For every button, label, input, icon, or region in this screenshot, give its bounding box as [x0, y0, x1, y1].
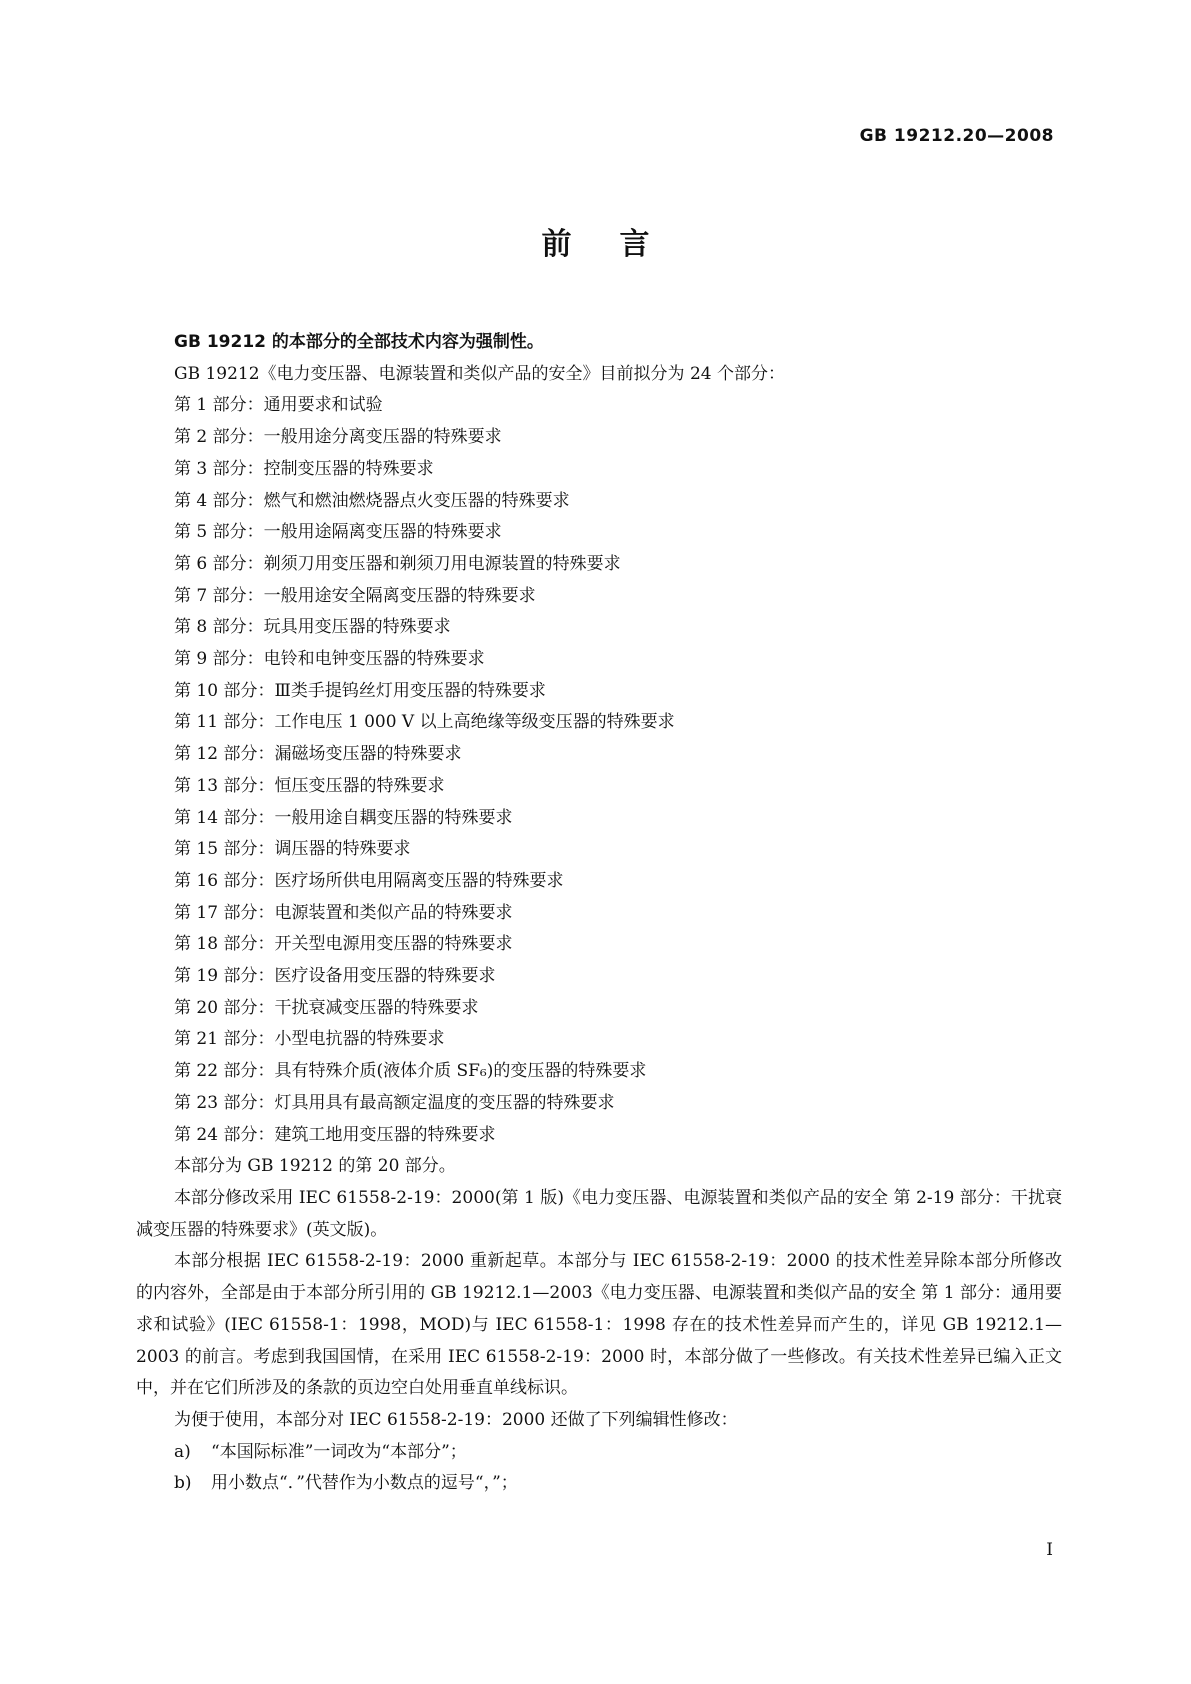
part-item: 第 23 部分：灯具用具有最高额定温度的变压器的特殊要求 [174, 1092, 615, 1113]
part-item: 第 19 部分：医疗设备用变压器的特殊要求 [174, 966, 496, 987]
part-item: 第 24 部分：建筑工地用变压器的特殊要求 [174, 1124, 496, 1145]
editorial-change-text: 用小数点“．”代替作为小数点的逗号“，”； [211, 1473, 518, 1494]
part-item: 第 15 部分：调压器的特殊要求 [174, 839, 411, 860]
list-marker: a) [174, 1441, 191, 1462]
part-item: 第 7 部分：一般用途安全隔离变压器的特殊要求 [174, 585, 536, 606]
part-item: 第 2 部分：一般用途分离变压器的特殊要求 [174, 427, 502, 448]
page-title: 前言 [541, 227, 698, 262]
part-item: 第 20 部分：干扰衰减变压器的特殊要求 [174, 997, 479, 1018]
part-item: 第 18 部分：开关型电源用变压器的特殊要求 [174, 934, 513, 955]
part-item: 第 8 部分：玩具用变压器的特殊要求 [174, 617, 451, 638]
part-item: 第 6 部分：剃须刀用变压器和剃须刀用电源装置的特殊要求 [174, 553, 621, 574]
part-item: 第 21 部分：小型电抗器的特殊要求 [174, 1029, 445, 1050]
editorial-intro: 为便于使用，本部分对 IEC 61558-2-19：2000 还做了下列编辑性修改： [174, 1409, 738, 1430]
part-item: 第 1 部分：通用要求和试验 [174, 395, 383, 416]
part-item: 第 11 部分：工作电压 1 000 V 以上高绝缘等级变压器的特殊要求 [174, 712, 675, 733]
editorial-change-text: “本国际标准”一词改为“本部分”； [211, 1441, 467, 1462]
foreword-body [136, 327, 1062, 1500]
part-item: 第 13 部分：恒压变压器的特殊要求 [174, 775, 445, 796]
editorial-change-item [136, 1437, 1062, 1469]
page-number: I [1046, 1540, 1053, 1560]
part-item: 第 14 部分：一般用途自耦变压器的特殊要求 [174, 807, 513, 828]
part-item: 第 16 部分：医疗场所供电用隔离变压器的特殊要求 [174, 870, 564, 891]
mandatory-statement: GB 19212 的本部分的全部技术内容为强制性。 [174, 332, 544, 352]
part-item: 第 9 部分：电铃和电钟变压器的特殊要求 [174, 649, 485, 670]
part-item: 第 4 部分：燃气和燃油燃烧器点火变压器的特殊要求 [174, 490, 570, 511]
editorial-changes-list [136, 1437, 1062, 1500]
part-item: 第 5 部分：一般用途隔离变压器的特殊要求 [174, 522, 502, 543]
part-item: 第 17 部分：电源装置和类似产品的特殊要求 [174, 902, 513, 923]
parts-list [136, 390, 1062, 1151]
part-item: 第 12 部分：漏磁场变压器的特殊要求 [174, 744, 462, 765]
list-marker: b) [174, 1473, 192, 1494]
technical-differences: 本部分根据 IEC 61558-2-19：2000 重新起草。本部分与 IEC 61558-2-19：2000 的技术性差异除本部分所修改的内容外，全部是由于本部分所引用的 GB 19212.1—2003《电力变压器、电源装置和类似产品的安全 第 1 部分：通用要求和试验》(IEC 61558-1：1998，MOD)与 IEC 61558-1：1998 存在的技术性差异而产生的，详见 GB 19212.1—2003 的前言。考虑到我国国情，在采用 IEC 61558-2-19：2000 时，本部分做了一些修改。有关技术性差异已编入正文中，并在它们所涉及的条款的页边空白处用垂直单线标识。 [136, 1251, 1062, 1399]
part-item: 第 3 部分：控制变压器的特殊要求 [174, 458, 434, 479]
part-item: 第 10 部分：Ⅲ类手提钨丝灯用变压器的特殊要求 [174, 680, 546, 701]
part-number-statement: 本部分为 GB 19212 的第 20 部分。 [174, 1156, 456, 1177]
adoption-statement: 本部分修改采用 IEC 61558-2-19：2000(第 1 版)《电力变压器、电源装置和类似产品的安全 第 2-19 部分：干扰衰减变压器的特殊要求》(英文版)。 [136, 1187, 1062, 1240]
standard-number: GB 19212.20—2008 [859, 126, 1054, 146]
editorial-change-item [136, 1468, 1062, 1500]
part-item: 第 22 部分：具有特殊介质(液体介质 SF₆)的变压器的特殊要求 [174, 1061, 647, 1082]
series-intro: GB 19212《电力变压器、电源装置和类似产品的安全》目前拟分为 24 个部分： [174, 363, 785, 384]
